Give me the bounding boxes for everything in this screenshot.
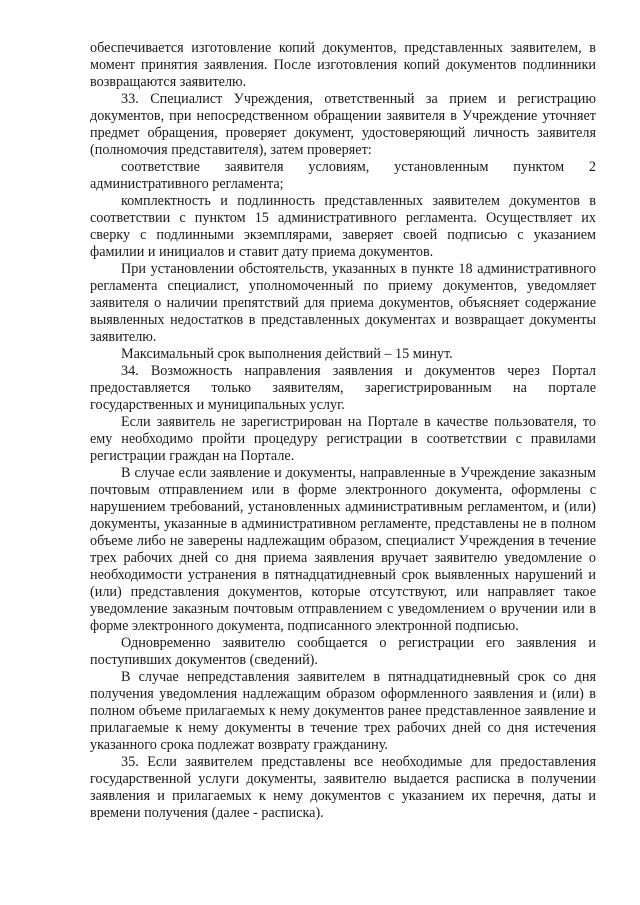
paragraph-item-35: 35. Если заявителем представлены все необходимые для предоставления государственной услуги документы, заявителю выдается расписка в получении заявления и прилагаемых к нему документов с указанием их перечня, даты и времени получения (далее - расписка). bbox=[90, 754, 596, 821]
paragraph-max-time: Максимальный срок выполнения действий – 15 минут. bbox=[121, 346, 453, 362]
paragraph-obstacles: При установлении обстоятельств, указанных в пункте 18 административного регламента специалист, уполномоченный по приему документов, уведомляет заявителя о наличии препятствий для приема документов, объясняет содержание выявленных недостатков в представленных документах и возвращает документы заявителю. bbox=[90, 261, 596, 345]
paragraph-return: В случае непредставления заявителем в пятнадцатидневный срок со дня получения уведомления надлежащим образом оформленного заявления и (или) в полном объеме прилагаемых к нему документов ранее представленное заявление и прилагаемые к нему документы в течение трех рабочих дней со дня истечения указанного срока подлежат возврату гражданину. bbox=[90, 669, 596, 753]
paragraph-violations: В случае если заявление и документы, направленные в Учреждение заказным почтовым отправлением или в форме электронного документа, оформлены с нарушением требований, установленных административным регламентом, и (или) документы, указанные в административном регламенте, представлены не в полном объеме либо не заверены надлежащим образом, специалист Учреждения в течение трех рабочих дней со дня приема заявления вручает заявителю уведомление о необходимости устранения в пятнадцатидневный срок выявленных нарушений и (или) представления документов, которые отсутствуют, или направляет такое уведомление заказным почтовым отправлением с уведомлением о вручении или в форме электронного документа, подписанного электронной подписью. bbox=[90, 465, 596, 634]
paragraph-item-33: 33. Специалист Учреждения, ответственный за прием и регистрацию документов, при непосредственном обращении заявителя в Учреждение уточняет предмет обращения, проверяет документ, удостоверяющий личность заявителя (полномочия представителя), затем проверяет: bbox=[90, 91, 596, 158]
paragraph-portal-registration: Если заявитель не зарегистрирован на Портале в качестве пользователя, то ему необходимо пройти процедуру регистрации в соответствии с правилами регистрации граждан на Портале. bbox=[90, 414, 596, 464]
document-body bbox=[90, 40, 596, 822]
paragraph-item-34: 34. Возможность направления заявления и документов через Портал предоставляется только заявителям, зарегистрированным на портале государственных и муниципальных услуг. bbox=[90, 363, 596, 413]
paragraph-notification: Одновременно заявителю сообщается о регистрации его заявления и поступивших документов (сведений). bbox=[90, 635, 596, 668]
paragraph-continuation: обеспечивается изготовление копий документов, представленных заявителем, в момент принятия заявления. После изготовления копий документов подлинники возвращаются заявителю. bbox=[90, 40, 596, 90]
paragraph-check-conditions: соответствие заявителя условиям, установленным пунктом 2 административного регламента; bbox=[90, 159, 596, 192]
paragraph-check-completeness: комплектность и подлинность представленных заявителем документов в соответствии с пунктом 15 административного регламента. Осуществляет их сверку с подлинными экземплярами, заверяет своей подписью с указанием фамилии и инициалов и ставит дату приема документов. bbox=[90, 193, 596, 260]
